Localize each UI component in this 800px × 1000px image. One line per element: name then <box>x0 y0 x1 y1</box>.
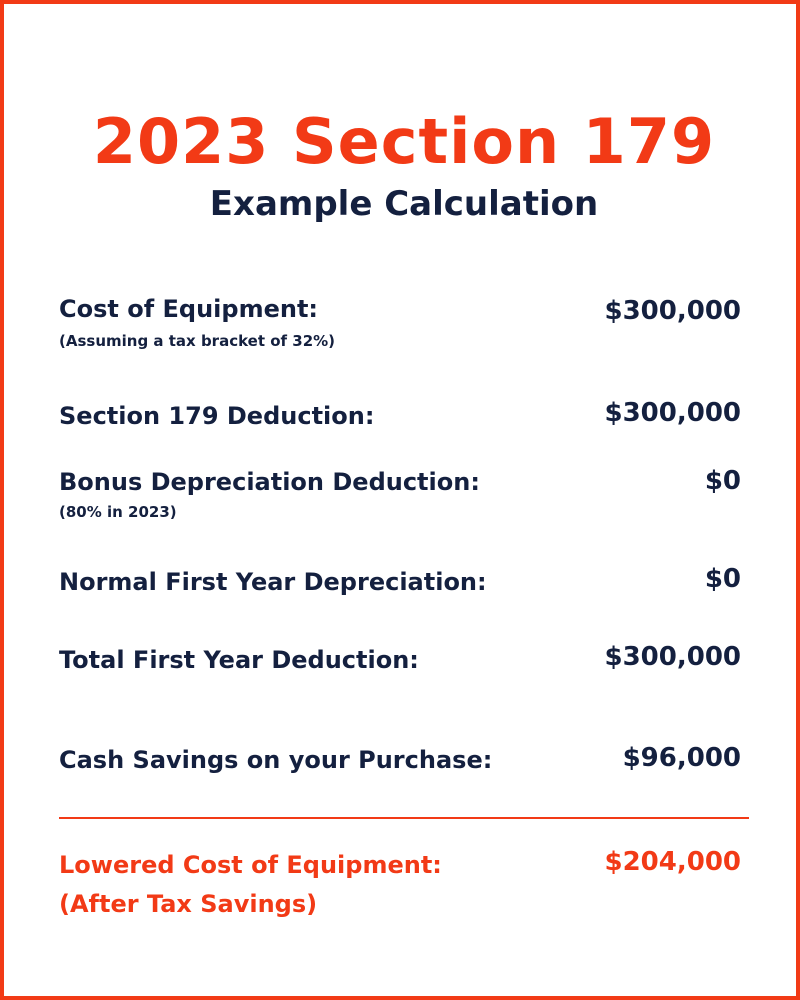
bonus-depreciation-note: (80% in 2023) <box>59 503 177 521</box>
cost-of-equipment-value: $300,000 <box>604 296 741 326</box>
normal-first-year-depreciation-label: Normal First Year Depreciation: <box>59 568 487 596</box>
total-first-year-deduction-value: $300,000 <box>604 642 741 672</box>
cash-savings-label: Cash Savings on your Purchase: <box>59 746 493 774</box>
bonus-depreciation-label: Bonus Depreciation Deduction: <box>59 468 480 496</box>
lowered-cost-label: Lowered Cost of Equipment: <box>59 851 442 879</box>
page-subtitle: Example Calculation <box>209 184 599 224</box>
section-179-deduction-label: Section 179 Deduction: <box>59 402 375 430</box>
cost-of-equipment-label: Cost of Equipment: <box>59 295 319 323</box>
page-title: 2023 Section 179 <box>92 105 716 178</box>
after-tax-savings-note: (After Tax Savings) <box>59 890 318 918</box>
tax-bracket-note: (Assuming a tax bracket of 32%) <box>59 332 336 350</box>
total-first-year-deduction-label: Total First Year Deduction: <box>59 646 419 674</box>
cash-savings-value: $96,000 <box>622 743 741 773</box>
section-179-deduction-value: $300,000 <box>604 398 741 428</box>
normal-first-year-depreciation-value: $0 <box>704 564 741 594</box>
bonus-depreciation-value: $0 <box>704 466 741 496</box>
lowered-cost-value: $204,000 <box>604 847 741 877</box>
divider-line <box>59 817 749 819</box>
